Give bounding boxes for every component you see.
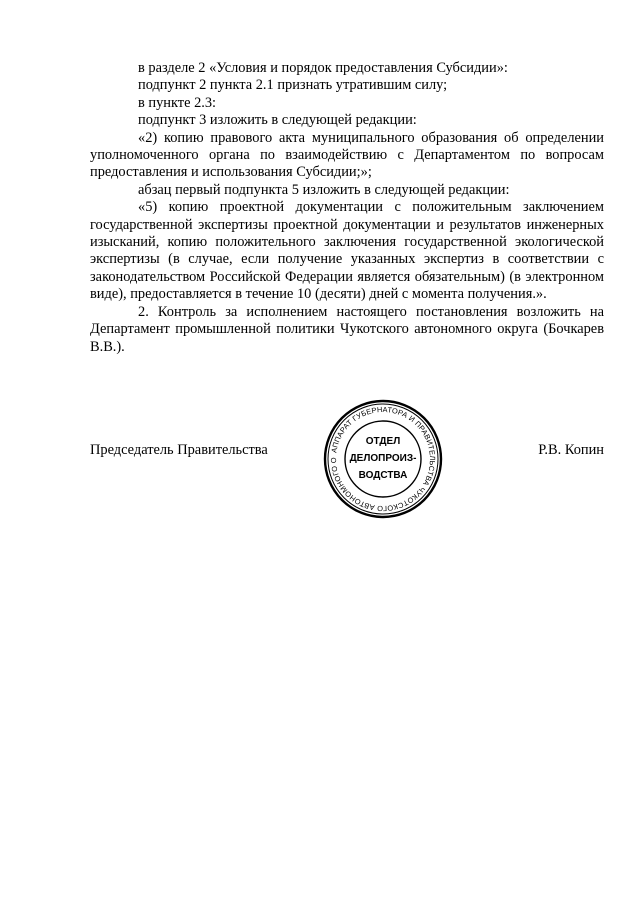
stamp-ring-text: АППАРАТ ГУБЕРНАТОРА И ПРАВИТЕЛЬСТВА ЧУКОТСКОГО АВТОНОМНОГО О xyxy=(328,404,438,514)
stamp-seal-icon xyxy=(322,398,444,520)
stamp-line-2: ДЕЛОПРОИЗ- xyxy=(349,453,417,464)
paragraph-section-2: в разделе 2 «Условия и порядок предоставления Субсидии»: xyxy=(138,60,508,76)
signature-title: Председатель Правительства xyxy=(90,442,268,458)
signature-name: Р.В. Копин xyxy=(538,442,604,458)
paragraph-point-2-3: в пункте 2.3: xyxy=(138,94,217,111)
paragraph-subclause-2-1: подпункт 2 пункта 2.1 признать утратившим силу; xyxy=(138,77,448,94)
paragraph-subclause-5: абзац первый подпункта 5 изложить в следующей редакции: xyxy=(138,181,510,198)
paragraph-control: 2. Контроль за исполнением настоящего постановления возложить на Департамент промышленной политики Чукотского автономного округа (Бочкарев В.В.). xyxy=(90,303,604,355)
stamp-line-3: ВОДСТВА xyxy=(358,470,408,481)
stamp-line-1: ОТДЕЛ xyxy=(365,436,401,447)
document-body xyxy=(90,60,604,356)
official-stamp xyxy=(322,398,444,520)
paragraph-quote-5: «5) копию проектной документации с положительным заключением государственной экспертизы проектной документации и результатов инженерных изысканий, копию положительного заключения государственной экологической экспертизы (в случае, если получение указанных экспертиз в соответствии с законодательством Российской Федерации является обязательным) (в электронном виде), предоставляется в течение 10 (десяти) дней с момента получения.». xyxy=(90,199,604,303)
paragraph-quote-2: «2) копию правового акта муниципального образования об определении уполномоченного органа по взаимодействию с Департаментом по вопросам предоставления и использования Субсидии;»; xyxy=(90,129,604,181)
paragraph-subclause-3: подпункт 3 изложить в следующей редакции: xyxy=(138,112,417,129)
